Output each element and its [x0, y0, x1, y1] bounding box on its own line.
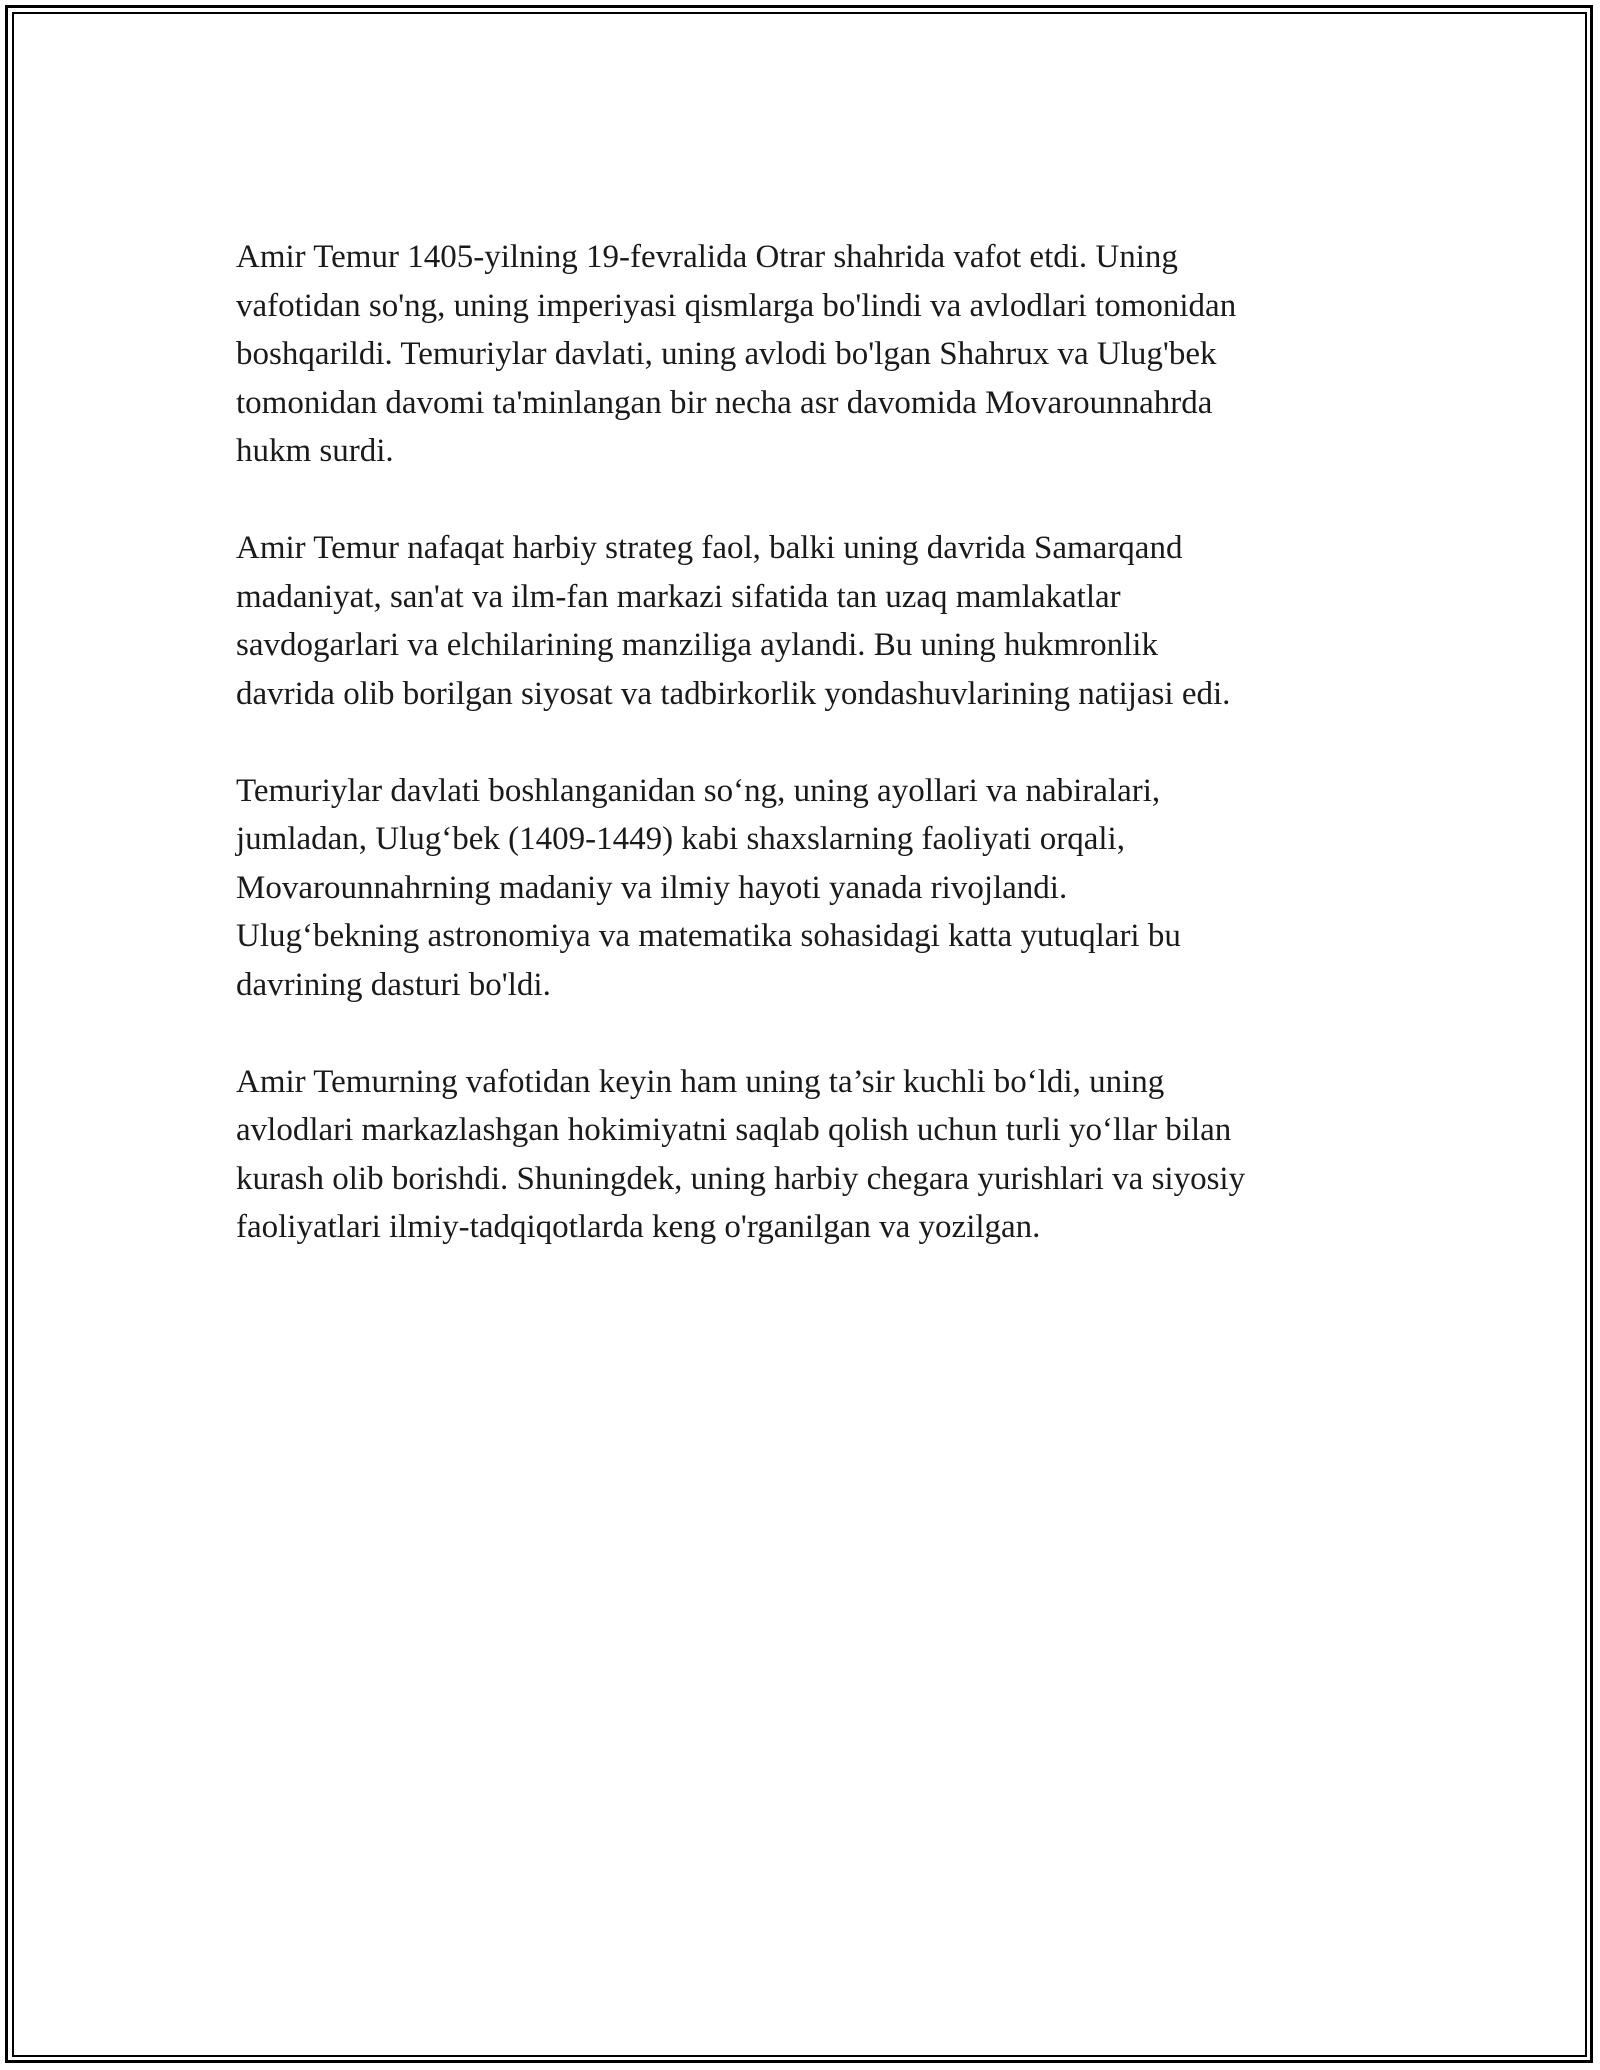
paragraph: Amir Temur 1405-yilning 19-fevralida Otrar shahrida vafot etdi. Uning vafotidan so'ng, uning imperiyasi qismlarga bo'lindi va avlodlari tomonidan boshqarildi. Temuriylar davlati, uning avlodi bo'lgan Shahrux va Ulug'bek tomonidan davomi ta'minlangan bir necha asr davomida Movarounnahrda hukm surdi.	[236, 239, 1237, 469]
paragraph: Amir Temur nafaqat harbiy strateg faol, balki uning davrida Samarqand madaniyat, san'at va ilm-fan markazi sifatida tan uzaq mamlakatlar savdogarlari va elchilarining manziliga aylandi. Bu uning hukmronlik davrida olib borilgan siyosat va tadbirkorlik yondashuvlarining natijasi edi.	[236, 530, 1231, 712]
paragraph: Temuriylar davlati boshlanganidan so‘ng, uning ayollari va nabiralari, jumladan, Ulug‘bek (1409-1449) kabi shaxslarning faoliyati orqali, Movarounnahrning madaniy va ilmiy hayoti yanada rivojlandi. Ulug‘bekning astronomiya va matematika sohasidagi katta yutuqlari bu davrining dasturi bo'ldi.	[236, 772, 1181, 1003]
paragraph: Amir Temurning vafotidan keyin ham uning ta’sir kuchli bo‘ldi, uning avlodlari markazlashgan hokimiyatni saqlab qolish uchun turli yo‘llar bilan kurash olib borishdi. Shuningdek, uning harbiy chegara yurishlari va siyosiy faoliyatlari ilmiy-tadqiqotlarda keng o'rganilgan va yozilgan.	[236, 1063, 1246, 1245]
document-body	[236, 233, 1396, 1300]
